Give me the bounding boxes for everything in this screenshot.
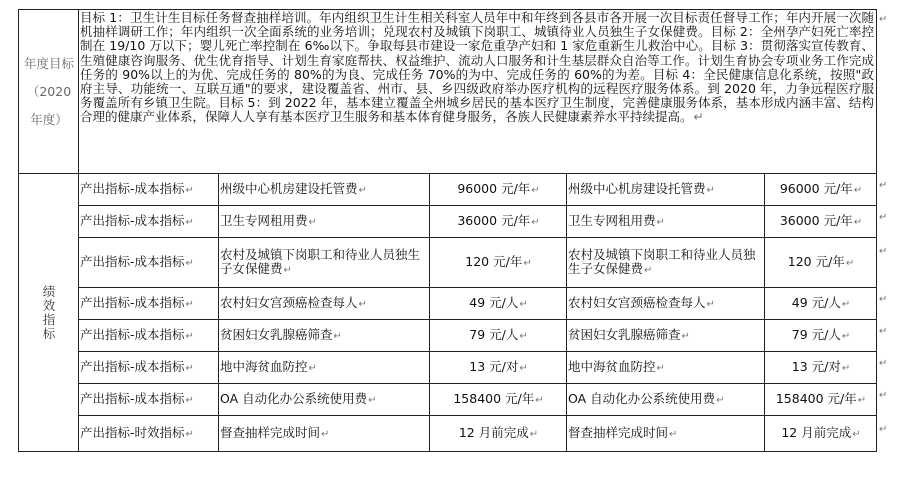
row-end-mark: ↵	[879, 424, 888, 435]
indicator-value: 12 月前完成↵	[430, 416, 567, 452]
row-end-mark: ↵	[879, 294, 888, 305]
table-row	[19, 320, 877, 352]
indicator-value-2: 158400 元/年↵	[765, 384, 877, 416]
row-end-mark: ↵	[879, 180, 888, 191]
indicator-category: 产出指标-成本指标↵	[79, 320, 219, 352]
table-row	[19, 384, 877, 416]
indicator-category: 产出指标-成本指标↵	[79, 206, 219, 238]
annual-goal-text: 目标 1：卫生计生目标任务督查抽样培训。年内组织卫生计生相关科室人员年中和年终到各县市各开展一次目标责任督导工作；年内开展一次随机抽样调研工作；年内组织一次全面系统的业务培训；兑现农村及城镇下岗职工、城镇待业人员独生子女保健费。目标 2：全州孕产妇死亡率控制在 19/10 万以下；婴儿死亡率控制在 6‰以下。争取每县市建设一家危重孕产妇和 1 家危重新生儿救治中心。目标 3：贯彻落实宣传教育、生殖健康咨询服务、优生优育指导、计划生育家庭帮扶、权益维护、流动人口服务和计生基层群众自治等工作。计划生育协会专项业务工作完成任务的 90%以上的为优、完成任务的 80%的为良、完成任务 70%的为中、完成任务的 60%的为差。目标 4：全民健康信息化系统，按照"政府主导、功能统一、互联互通"的要求，建设覆盖省、州市、县、乡四级政府举办医疗机构的远程医疗服务体系。到 2020 年，力争远程医疗服务覆盖所有乡镇卫生院。目标 5：到 2022 年，基本建立覆盖全州城乡居民的基本医疗卫生制度，完善健康服务体系，基本形成内涵丰富、结构合理的健康产业体系，保障人人享有基本医疗卫生服务和基本体育健身服务，各族人民健康素养水平持续提高。	[80, 10, 874, 125]
table-row	[19, 352, 877, 384]
indicator-value: 120 元/年↵	[430, 238, 567, 288]
indicator-value-2: 36000 元/年↵	[765, 206, 877, 238]
annual-goal-text-cell: 目标 1：卫生计生目标任务督查抽样培训。年内组织卫生计生相关科室人员年中和年终到各县市各开展一次目标责任督导工作；年内开展一次随机抽样调研工作；年内组织一次全面系统的业务培训；兑现农村及城镇下岗职工、城镇待业人员独生子女保健费。目标 2：全州孕产妇死亡率控制在 19/10 万以下；婴儿死亡率控制在 6‰以下。争取每县市建设一家危重孕产妇和 1 家危重新生儿救治中心。目标 3：贯彻落实宣传教育、生殖健康咨询服务、优生优育指导、计划生育家庭帮扶、权益维护、流动人口服务和计生基层群众自治等工作。计划生育协会专项业务工作完成任务的 90%以上的为优、完成任务的 80%的为良、完成任务 70%的为中、完成任务的 60%的为差。目标 4：全民健康信息化系统，按照"政府主导、功能统一、互联互通"的要求，建设覆盖省、州市、县、乡四级政府举办医疗机构的远程医疗服务体系。到 2020 年，力争远程医疗服务覆盖所有乡镇卫生院。目标 5：到 2022 年，基本建立覆盖全州城乡居民的基本医疗卫生制度，完善健康服务体系，基本形成内涵丰富、结构合理的健康产业体系，保障人人享有基本医疗卫生服务和基本体育健身服务，各族人民健康素养水平持续提高。↵	[79, 10, 877, 174]
indicator-value: 49 元/人↵	[430, 288, 567, 320]
indicator-category: 产出指标-成本指标↵	[79, 352, 219, 384]
indicator-value-2: 12 月前完成↵	[765, 416, 877, 452]
performance-indicator-label: 绩 效 指 标	[19, 174, 79, 452]
indicator-name-2: 地中海贫血防控↵	[567, 352, 765, 384]
indicator-name: 地中海贫血防控↵	[219, 352, 430, 384]
annual-goal-row	[19, 10, 877, 174]
indicator-value-2: 96000 元/年↵	[765, 174, 877, 206]
indicator-name-2: OA 自动化办公系统使用费↵	[567, 384, 765, 416]
annual-goal-label: 年度目标 （2020 年度）	[19, 10, 79, 174]
indicator-value: 36000 元/年↵	[430, 206, 567, 238]
indicator-value-2: 79 元/人↵	[765, 320, 877, 352]
indicator-value-2: 13 元/对↵	[765, 352, 877, 384]
performance-goal-table	[18, 9, 877, 452]
indicator-name: 州级中心机房建设托管费↵	[219, 174, 430, 206]
table-row	[19, 416, 877, 452]
indicator-name-2: 督查抽样完成时间↵	[567, 416, 765, 452]
indicator-name: 农村及城镇下岗职工和待业人员独生子女保健费↵	[219, 238, 430, 288]
row-end-mark: ↵	[879, 358, 888, 369]
indicator-name: 农村妇女宫颈癌检查每人↵	[219, 288, 430, 320]
row-end-mark: ↵	[879, 326, 888, 337]
row-end-mark: ↵	[879, 14, 888, 25]
indicator-category: 产出指标-成本指标↵	[79, 288, 219, 320]
table-row	[19, 288, 877, 320]
table-row	[19, 174, 877, 206]
indicator-name: OA 自动化办公系统使用费↵	[219, 384, 430, 416]
indicator-category: 产出指标-成本指标↵	[79, 238, 219, 288]
indicator-name-2: 卫生专网租用费↵	[567, 206, 765, 238]
indicator-name: 卫生专网租用费↵	[219, 206, 430, 238]
indicator-name: 督查抽样完成时间↵	[219, 416, 430, 452]
indicator-name-2: 州级中心机房建设托管费↵	[567, 174, 765, 206]
indicator-value: 13 元/对↵	[430, 352, 567, 384]
table-row	[19, 238, 877, 288]
indicator-name-2: 农村及城镇下岗职工和待业人员独生子女保健费↵	[567, 238, 765, 288]
indicator-value: 79 元/人↵	[430, 320, 567, 352]
table-row	[19, 206, 877, 238]
row-end-mark: ↵	[879, 212, 888, 223]
indicator-value-2: 49 元/人↵	[765, 288, 877, 320]
indicator-name-2: 农村妇女宫颈癌检查每人↵	[567, 288, 765, 320]
indicator-value-2: 120 元/年↵	[765, 238, 877, 288]
indicator-category: 产出指标-成本指标↵	[79, 174, 219, 206]
row-end-mark: ↵	[879, 390, 888, 401]
indicator-category: 产出指标-成本指标↵	[79, 384, 219, 416]
indicator-category: 产出指标-时效指标↵	[79, 416, 219, 452]
indicator-name-2: 贫困妇女乳腺癌筛查↵	[567, 320, 765, 352]
indicator-name: 贫困妇女乳腺癌筛查↵	[219, 320, 430, 352]
indicator-value: 158400 元/年↵	[430, 384, 567, 416]
row-end-mark: ↵	[879, 246, 888, 257]
indicator-value: 96000 元/年↵	[430, 174, 567, 206]
